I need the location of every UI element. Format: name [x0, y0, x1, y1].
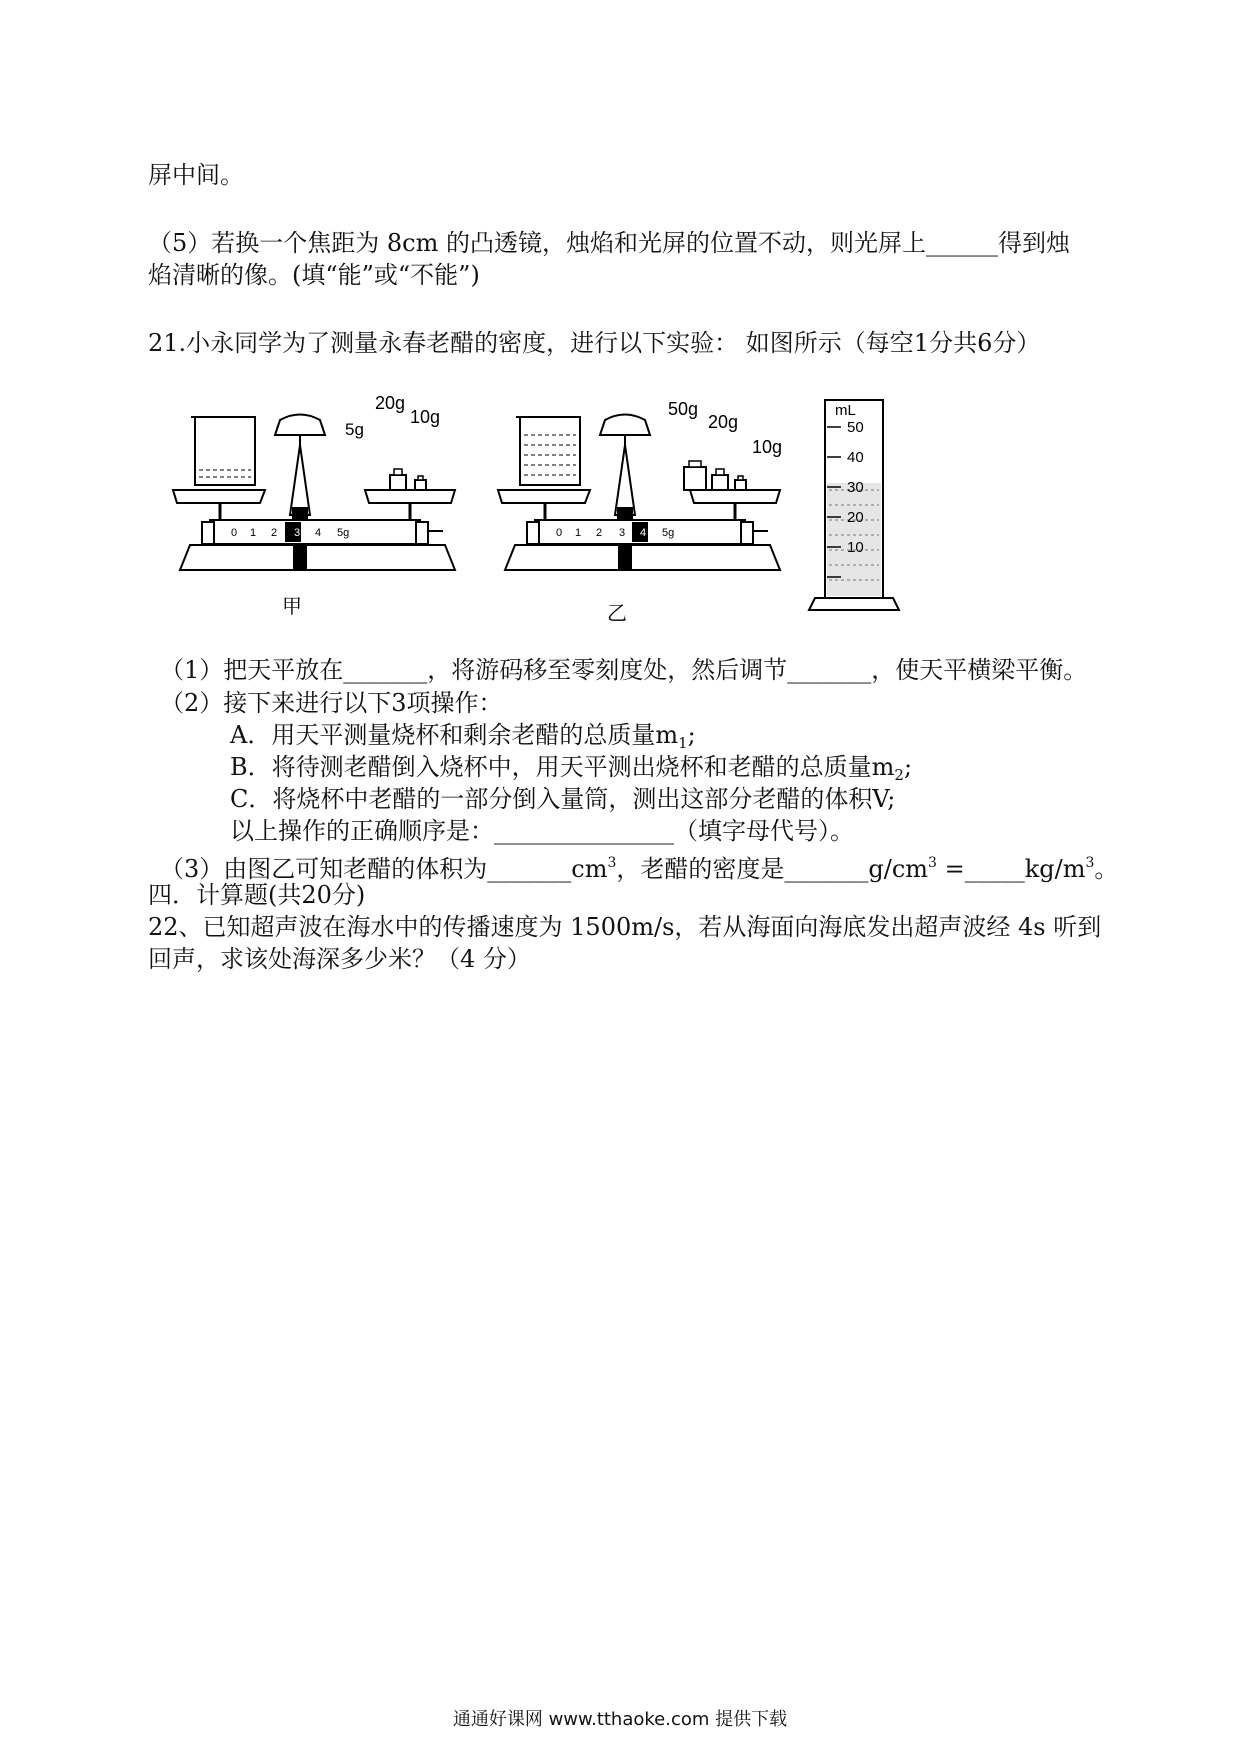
weight-label: 20g — [708, 412, 739, 432]
svg-text:5g: 5g — [337, 527, 350, 539]
cylinder-unit: mL — [835, 402, 856, 419]
svg-text:0: 0 — [231, 527, 238, 539]
svg-text:20: 20 — [847, 509, 864, 526]
operation-b: B．将待测老醋倒入烧杯中，用天平测出烧杯和老醋的总质量$m_2$; — [230, 753, 913, 784]
weight-label: 20g — [375, 395, 406, 413]
question-21-2: （2）接下来进行以下3项操作： — [160, 689, 503, 717]
svg-text:3: 3 — [294, 527, 301, 539]
svg-text:2: 2 — [596, 527, 603, 539]
svg-text:4: 4 — [315, 527, 322, 539]
svg-text:4: 4 — [640, 527, 647, 539]
svg-text:5g: 5g — [662, 527, 675, 539]
balance-figures — [165, 395, 1035, 640]
balance-jia — [173, 395, 455, 618]
svg-text:1: 1 — [575, 527, 582, 539]
graduated-cylinder — [809, 400, 899, 610]
weight-label: 5g — [345, 420, 364, 439]
section-4-heading: 四．计算题(共20分) — [148, 881, 366, 909]
svg-text:3: 3 — [619, 527, 626, 539]
figure-label-yi: 乙 — [607, 603, 627, 625]
page-footer: 通通好课网 www.tthaoke.com 提供下载 — [452, 1709, 788, 1730]
balance-yi — [498, 399, 782, 625]
operation-order: 以上操作的正确顺序是：_______________（填字母代号）。 — [230, 817, 854, 845]
question-22-line1: 22、已知超声波在海水中的传播速度为 1500m/s，若从海面向海底发出超声波经 4s 听到 — [148, 913, 1102, 941]
question-5-line1: （5）若换一个焦距为 8cm 的凸透镜，烛焰和光屏的位置不动，则光屏上______得到烛 — [148, 229, 1070, 257]
svg-text:10: 10 — [847, 539, 864, 556]
svg-text:30: 30 — [847, 479, 864, 496]
svg-text:40: 40 — [847, 449, 864, 466]
question-21-3: （3）由图乙可知老醋的体积为$\_\_\_\_\_\_\_cm^3$，老醋的密度是$\_\_\_\_\_\_\_g/cm^3$ $=\_\_\_\_\_kg/m^3$。 — [160, 855, 1119, 883]
operation-c: C．将烧杯中老醋的一部分倒入量筒，测出这部分老醋的体积V; — [230, 785, 896, 813]
weight-label: 10g — [752, 437, 783, 457]
question-5-line2: 焰清晰的像。(填“能”或“不能”) — [148, 261, 480, 289]
question-21-title: 21.小永同学为了测量永春老醋的密度，进行以下实验： 如图所示（每空1分共6分） — [148, 329, 1041, 357]
operation-a: A．用天平测量烧杯和剩余老醋的总质量$m_1$; — [230, 721, 696, 752]
text-line: 屏中间。 — [148, 161, 244, 189]
svg-text:2: 2 — [271, 527, 278, 539]
svg-text:0: 0 — [556, 527, 563, 539]
svg-text:1: 1 — [250, 527, 257, 539]
question-21-1: （1）把天平放在_______，将游码移至零刻度处，然后调节_______，使天平横梁平衡。 — [160, 656, 1088, 684]
weight-label: 10g — [410, 407, 441, 427]
question-22-line2: 回声，求该处海深多少米？（4 分） — [148, 945, 531, 973]
weight-label: 50g — [668, 399, 699, 419]
figure-label-jia: 甲 — [282, 596, 302, 618]
svg-text:50: 50 — [847, 419, 864, 436]
